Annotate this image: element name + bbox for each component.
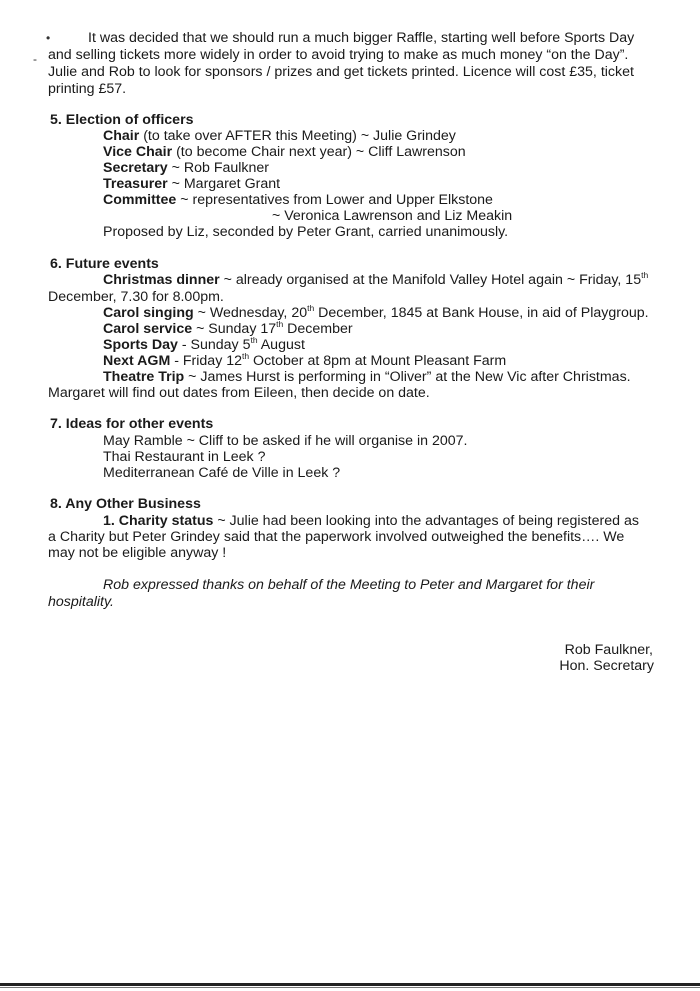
aob-line-2: a Charity but Peter Grindey said that the paperwork involved outweighed the benefits…. We (48, 529, 625, 545)
scan-mark-dash: - (33, 52, 37, 66)
event-text: ~ already organised at the Manifold Valley Hotel again ~ Friday, 15 (219, 272, 642, 288)
officer-label: Committee (103, 192, 177, 208)
thanks-line-2: hospitality. (48, 594, 114, 610)
event-carol-service (103, 321, 353, 337)
event-christmas-dinner (103, 272, 648, 288)
event-theatre-trip-cont: Margaret will find out dates from Eileen, then decide on date. (48, 385, 430, 401)
signature-name: Rob Faulkner, (564, 642, 653, 658)
officer-label: Chair (103, 128, 140, 144)
idea-item: Mediterranean Café de Ville in Leek ? (103, 465, 341, 481)
officer-vice-chair (103, 144, 466, 160)
event-text: ~ James Hurst is performing in “Oliver” at the New Vic after Christmas. (184, 369, 631, 385)
aob-label: 1. Charity status (103, 513, 214, 529)
section-heading-future-events: 6. Future events (50, 256, 159, 272)
event-label: Sports Day (103, 337, 178, 353)
officer-text: ~ Rob Faulkner (167, 160, 270, 176)
raffle-line-2: and selling tickets more widely in order to avoid trying to make as much money “on the Day”. (48, 47, 629, 63)
ordinal-suffix: th (307, 303, 315, 313)
idea-item: May Ramble ~ Cliff to be asked if he will organise in 2007. (103, 433, 468, 449)
event-label: Next AGM (103, 353, 171, 369)
raffle-line-4: printing £57. (48, 81, 127, 97)
event-text: ~ Sunday 17 (192, 321, 277, 337)
ordinal-suffix: th (242, 351, 250, 361)
officer-text: ~ representatives from Lower and Upper Elkstone (176, 192, 493, 208)
officer-label: Secretary (103, 160, 168, 176)
event-label: Theatre Trip (103, 369, 185, 385)
ordinal-suffix: th (276, 319, 284, 329)
officer-treasurer (103, 176, 280, 192)
aob-line-3: may not be eligible anyway ! (48, 545, 227, 561)
aob-text: ~ Julie had been looking into the advantages of being registered as (213, 513, 639, 529)
event-text: - Sunday 5 (177, 337, 251, 353)
event-text: August (257, 337, 305, 353)
scan-edge-line (0, 987, 700, 988)
event-text: December, 1845 at Bank House, in aid of Playgroup. (314, 305, 649, 321)
idea-item: Thai Restaurant in Leek ? (103, 449, 266, 465)
officer-chair (103, 128, 456, 144)
raffle-line-1: It was decided that we should run a much bigger Raffle, starting well before Sports Day (88, 30, 635, 46)
scan-edge-line (0, 983, 700, 986)
officer-text: (to take over AFTER this Meeting) ~ Julie Grindey (139, 128, 456, 144)
aob-charity-status (103, 513, 639, 529)
thanks-line-1: Rob expressed thanks on behalf of the Meeting to Peter and Margaret for their (103, 577, 595, 593)
officer-committee-names: ~ Veronica Lawrenson and Liz Meakin (272, 208, 513, 224)
event-text: October at 8pm at Mount Pleasant Farm (249, 353, 507, 369)
event-christmas-dinner-cont: December, 7.30 for 8.00pm. (48, 289, 224, 305)
event-label: Carol service (103, 321, 193, 337)
event-carol-singing (103, 305, 649, 321)
officer-text: (to become Chair next year) ~ Cliff Lawrenson (172, 144, 466, 160)
event-sports-day (103, 337, 305, 353)
ordinal-suffix: th (250, 335, 258, 345)
event-text: - Friday 12 (170, 353, 243, 369)
section-heading-aob: 8. Any Other Business (50, 496, 201, 512)
event-next-agm (103, 353, 506, 369)
officer-committee (103, 192, 493, 208)
section-heading-officers: 5. Election of officers (50, 112, 194, 128)
officer-label: Treasurer (103, 176, 168, 192)
officers-proposed: Proposed by Liz, seconded by Peter Grant, carried unanimously. (103, 224, 509, 240)
section-heading-ideas: 7. Ideas for other events (50, 416, 214, 432)
event-text: December (283, 321, 353, 337)
event-text: ~ Wednesday, 20 (193, 305, 308, 321)
ordinal-suffix: th (641, 270, 649, 280)
signature-title: Hon. Secretary (559, 658, 654, 674)
event-label: Christmas dinner (103, 272, 220, 288)
event-label: Carol singing (103, 305, 194, 321)
officer-label: Vice Chair (103, 144, 173, 160)
raffle-line-3: Julie and Rob to look for sponsors / prizes and get tickets printed. Licence will cost £35, ticket (48, 64, 634, 80)
scan-mark-dot: • (46, 31, 51, 45)
event-theatre-trip (103, 369, 631, 385)
officer-text: ~ Margaret Grant (167, 176, 281, 192)
officer-secretary (103, 160, 269, 176)
